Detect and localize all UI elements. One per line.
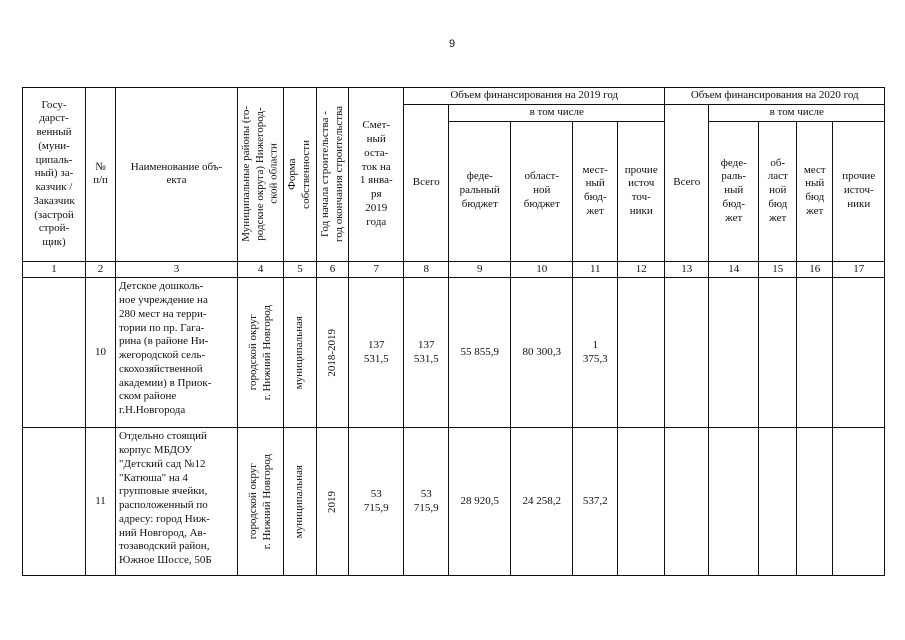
balance-cell: 137 531,5	[349, 278, 404, 428]
federal-2019-cell: 28 920,5	[449, 428, 511, 576]
column-number: 16	[797, 261, 833, 278]
column-number: 17	[833, 261, 885, 278]
table-row	[23, 428, 885, 576]
local-2020-cell	[797, 428, 833, 576]
column-number: 4	[238, 261, 284, 278]
column-number: 15	[759, 261, 797, 278]
column-number: 13	[665, 261, 709, 278]
total-2020-cell	[665, 278, 709, 428]
balance-cell: 53 715,9	[349, 428, 404, 576]
column-number: 10	[511, 261, 573, 278]
ownership-cell: муниципальная	[284, 278, 317, 428]
district-cell: городской округ г. Нижний Новгород	[238, 278, 284, 428]
column-number: 11	[573, 261, 618, 278]
column-numbers-row	[23, 261, 885, 278]
local-2019-cell: 1 375,3	[573, 278, 618, 428]
table-row	[23, 278, 885, 428]
total-2019-cell: 137 531,5	[404, 278, 449, 428]
column-number: 5	[284, 261, 317, 278]
header-including-2019: в том числе	[449, 104, 665, 121]
years-cell: 2018-2019	[316, 278, 349, 428]
row-number: 10	[86, 278, 116, 428]
header-including-2020: в том числе	[709, 104, 885, 121]
regional-2019-cell: 24 258,2	[511, 428, 573, 576]
object-name: Детское дошколь- ное учреждение на 280 мест на терри- тории по пр. Гага- рина (в районе Ни- жегородской сель- скохозяйственной академии) в Приок- ском районе г.Н.Новгорода	[116, 278, 238, 428]
regional-2020-cell	[759, 278, 797, 428]
ownership-cell: муниципальная	[284, 428, 317, 576]
other-2020-cell	[833, 278, 885, 428]
regional-2020-cell	[759, 428, 797, 576]
header-local-2020: мест ный бюд жет	[797, 121, 833, 261]
row-number: 11	[86, 428, 116, 576]
column-number: 9	[449, 261, 511, 278]
column-number: 14	[709, 261, 759, 278]
header-years: Год начала строительства - год окончания строительства	[316, 88, 349, 262]
federal-2020-cell	[709, 278, 759, 428]
header-districts: Муниципальные районы (го- родские округа) Нижегород- ской области	[238, 88, 284, 262]
other-2020-cell	[833, 428, 885, 576]
financing-table	[22, 87, 885, 576]
header-number: № п/п	[86, 88, 116, 262]
regional-2019-cell: 80 300,3	[511, 278, 573, 428]
header-financing-2019: Объем финансирования на 2019 год	[404, 88, 665, 105]
header-other-2019: прочие источ точ- ники	[618, 121, 665, 261]
header-federal-2020: феде- раль- ный бюд- жет	[709, 121, 759, 261]
column-number: 8	[404, 261, 449, 278]
years-cell: 2019	[316, 428, 349, 576]
local-2020-cell	[797, 278, 833, 428]
customer-cell	[23, 428, 86, 576]
header-federal-2019: феде- ральный бюджет	[449, 121, 511, 261]
column-number: 12	[618, 261, 665, 278]
customer-cell	[23, 278, 86, 428]
total-2019-cell: 53 715,9	[404, 428, 449, 576]
header-balance: Смет- ный оста- ток на 1 янва- ря 2019 года	[349, 88, 404, 262]
header-local-2019: мест- ный бюд- жет	[573, 121, 618, 261]
header-object-name: Наименование объ- екта	[116, 88, 238, 262]
header-ownership: Форма собственности	[284, 88, 317, 262]
header-financing-2020: Объем финансирования на 2020 год	[665, 88, 885, 105]
header-regional-2020: об- ласт ной бюд жет	[759, 121, 797, 261]
column-number: 3	[116, 261, 238, 278]
other-2019-cell	[618, 428, 665, 576]
header-other-2020: прочие источ- ники	[833, 121, 885, 261]
district-cell: городской округ г. Нижний Новгород	[238, 428, 284, 576]
column-number: 6	[316, 261, 349, 278]
federal-2019-cell: 55 855,9	[449, 278, 511, 428]
local-2019-cell: 537,2	[573, 428, 618, 576]
page-number: 9	[448, 38, 456, 50]
header-customer: Госу- дарст- венный (муни- ципаль- ный) за- казчик / Заказчик (застрой строй- щик)	[23, 88, 86, 262]
column-number: 7	[349, 261, 404, 278]
header-regional-2019: област- ной бюджет	[511, 121, 573, 261]
column-number: 1	[23, 261, 86, 278]
object-name: Отдельно стоящий корпус МБДОУ "Детский сад №12 "Катюша" на 4 групповые ячейки, расположенный по адресу: город Ниж- ний Новгород, Ав- тозаводский район, Южное Шоссе, 50Б	[116, 428, 238, 576]
column-number: 2	[86, 261, 116, 278]
federal-2020-cell	[709, 428, 759, 576]
header-total-2019: Всего	[404, 104, 449, 261]
total-2020-cell	[665, 428, 709, 576]
other-2019-cell	[618, 278, 665, 428]
header-total-2020: Всего	[665, 104, 709, 261]
